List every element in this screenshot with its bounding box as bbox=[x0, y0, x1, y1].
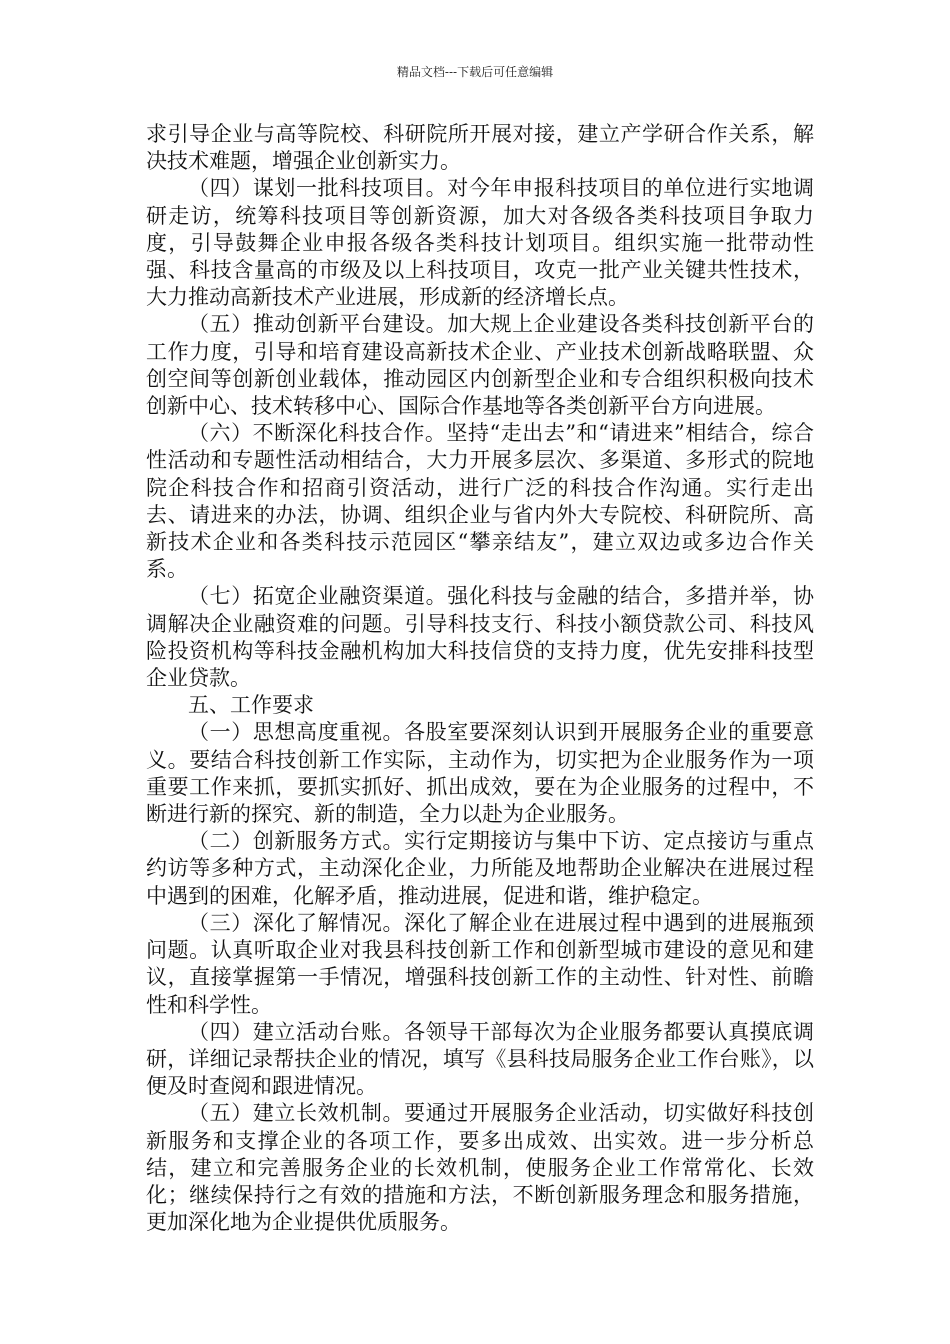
paragraph-req-2: （二）创新服务方式。实行定期接访与集中下访、定点接访与重点约访等多种方式，主动深化企业，力所能及地帮助企业解决在进展过程中遇到的困难，化解矛盾，推动进展，促进和谐，维护稳定。 bbox=[146, 829, 814, 908]
document-body bbox=[146, 121, 814, 1236]
paragraph-item-5-platform: （五）推动创新平台建设。加大规上企业建设各类科技创新平台的工作力度，引导和培育建设高新技术企业、产业技术创新战略联盟、众创空间等创新创业载体，推动园区内创新型企业和专合组织积极向技术创新中心、技术转移中心、国际合作基地等各类创新平台方向进展。 bbox=[146, 312, 814, 419]
paragraph-item-6-cooperation: （六）不断深化科技合作。坚持“走出去”和“请进来”相结合，综合性活动和专题性活动相结合，大力开展多层次、多渠道、多形式的院地院企科技合作和招商引资活动，进行广泛的科技合作沟通。实行走出去、请进来的办法，协调、组织企业与省内外大专院校、科研院所、高新技术企业和各类科技示范园区“攀亲结友”，建立双边或多边合作关系。 bbox=[146, 421, 814, 582]
paragraph-item-4-project: （四）谋划一批科技项目。对今年申报科技项目的单位进行实地调研走访，统筹科技项目等创新资源，加大对各级各类科技项目争取力度，引导鼓舞企业申报各级各类科技计划项目。组织实施一批带动性强、科技含量高的市级及以上科技项目，攻克一批产业关键共性技术，大力推动高新技术产业进展，形成新的经济增长点。 bbox=[146, 176, 814, 310]
page-header: 精品文档---下载后可任意编辑 bbox=[396, 65, 554, 79]
paragraph-req-4: （四）建立活动台账。各领导干部每次为企业服务都要认真摸底调研，详细记录帮扶企业的情况，填写《县科技局服务企业工作台账》，以便及时查阅和跟进情况。 bbox=[146, 1019, 814, 1099]
paragraph-req-1: （一）思想高度重视。各股室要深刻认识到开展服务企业的重要意义。要结合科技创新工作实际，主动作为，切实把为企业服务作为一项重要工作来抓，要抓实抓好、抓出成效，要在为企业服务的过程中，不断进行新的探究、新的制造，全力以赴为企业服务。 bbox=[146, 720, 814, 827]
paragraph-continuation: 求引导企业与高等院校、科研院所开展对接，建立产学研合作关系，解决技术难题，增强企业创新实力。 bbox=[146, 122, 814, 174]
section-heading-work-requirements: 五、工作要求 bbox=[188, 693, 314, 718]
paragraph-item-7-financing: （七）拓宽企业融资渠道。强化科技与金融的结合，多措并举，协调解决企业融资难的问题。引导科技支行、科技小额贷款公司、科技风险投资机构等科技金融机构加大科技信贷的支持力度，优先安排科技型企业贷款。 bbox=[146, 584, 814, 691]
paragraph-req-5: （五）建立长效机制。要通过开展服务企业活动，切实做好科技创新服务和支撑企业的各项工作，要多出成效、出实效。进一步分析总结，建立和完善服务企业的长效机制，使服务企业工作常常化、长效化；继续保持行之有效的措施和方法，不断创新服务理念和服务措施，更加深化地为企业提供优质服务。 bbox=[146, 1101, 814, 1235]
paragraph-req-3: （三）深化了解情况。深化了解企业在进展过程中遇到的进展瓶颈问题。认真听取企业对我县科技创新工作和创新型城市建设的意见和建议，直接掌握第一手情况，增强科技创新工作的主动性、针对性、前瞻性和科学性。 bbox=[146, 910, 814, 1017]
